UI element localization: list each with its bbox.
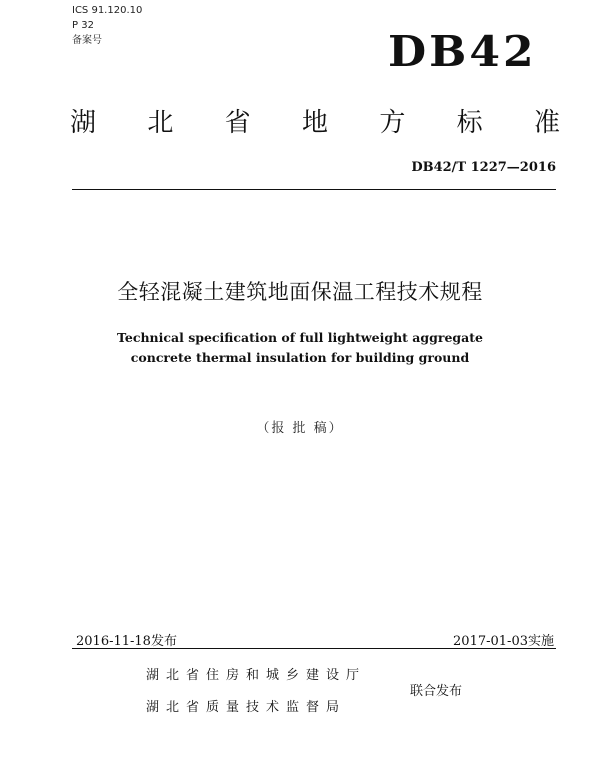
issue-date: 2016-11-18 (76, 634, 151, 649)
standard-type-char: 湖 (70, 107, 97, 138)
date-row (76, 630, 554, 649)
implement-date: 2017-01-03 (453, 634, 528, 649)
issue-label: 发布 (150, 634, 177, 649)
record-number-label: 备案号 (72, 35, 102, 46)
standard-type-char: 省 (224, 107, 251, 138)
standard-type-char: 方 (379, 107, 406, 138)
standard-type-char: 地 (301, 107, 328, 138)
standard-type-char: 北 (147, 107, 174, 138)
issuer-housing-department: 湖北省住房和城乡建设厅 (146, 668, 367, 683)
issuer-quality-bureau: 湖北省质量技术监督局 (146, 700, 347, 715)
document-title-english-line1: Technical specification of full lightweight aggregate (117, 330, 483, 345)
issue-date-block (76, 630, 177, 649)
ccs-code: P 32 (72, 20, 94, 31)
implement-date-block (453, 630, 554, 649)
implement-label: 实施 (527, 634, 554, 649)
draft-status: （报 批 稿） (256, 421, 344, 436)
standard-logo: DB42 (388, 28, 537, 77)
footer-divider (72, 648, 556, 649)
ics-code: ICS 91.120.10 (72, 5, 143, 16)
standard-number: DB42/T 1227—2016 (411, 160, 556, 175)
document-title-chinese: 全轻混凝土建筑地面保温工程技术规程 (117, 280, 483, 304)
header-divider (72, 189, 556, 190)
joint-issue-label: 联合发布 (410, 684, 463, 699)
document-title-english-line2: concrete thermal insulation for building ground (130, 350, 470, 365)
standard-type-char: 准 (533, 107, 560, 138)
standard-type-char: 标 (456, 107, 483, 138)
standard-type-title (70, 100, 560, 140)
